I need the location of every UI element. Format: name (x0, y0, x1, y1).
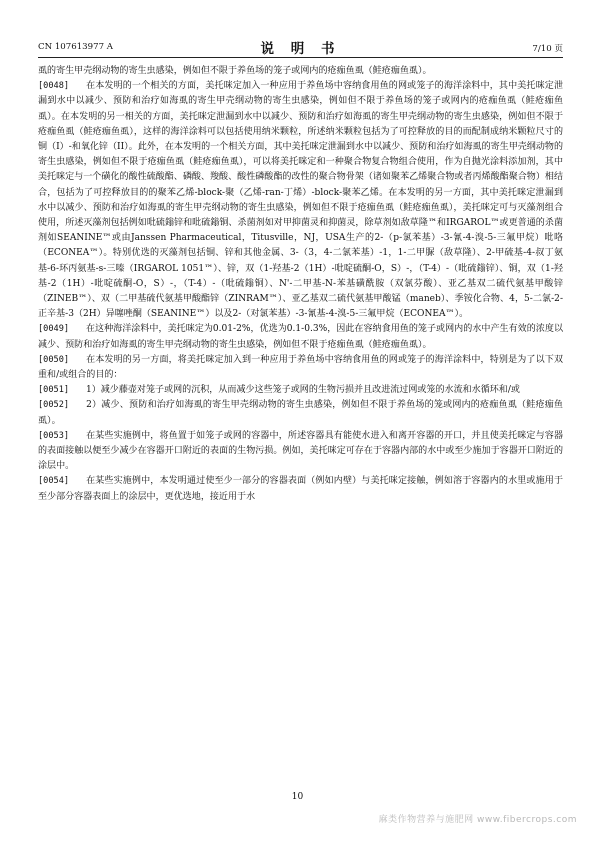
paragraph-number: [0051] (38, 385, 70, 396)
document-body (38, 64, 563, 505)
paragraph-number: [0054] (38, 476, 70, 487)
paragraph-number: [0048] (38, 81, 70, 92)
paragraph-number: [0050] (38, 354, 70, 365)
page-number: 10 (291, 792, 304, 802)
page-indicator: 7/10 页 (532, 44, 563, 54)
header-rule (38, 57, 563, 58)
paragraph-number: [0053] (38, 430, 70, 441)
paragraph-0049 (38, 322, 563, 352)
paragraph-number: [0052] (38, 400, 70, 411)
paragraph-0050 (38, 353, 563, 383)
paragraph-text: 2）减少、预防和治疗如海虱的寄生甲壳纲动物的寄生虫感染，例如但不限于养鱼场的笼或网内的疮痂鱼虱（鲑疮痂鱼虱）。 (38, 400, 563, 426)
paragraph-0051 (38, 383, 563, 398)
paragraph-0048 (38, 79, 563, 322)
watermark: 麻类作物营养与施肥网 www.fibercrops.com (378, 815, 577, 825)
paragraph-text: 在某些实施例中，本发明通过使至少一部分的容器表面（例如内壁）与美托咪定接触，例如溶于容器内的水里或施用于至少部分容器表面上的涂层中，更优选地，接近用于水 (38, 476, 563, 502)
page-header (38, 36, 563, 58)
paragraph-0054 (38, 474, 563, 504)
paragraph-0052 (38, 398, 563, 428)
doc-number: CN 107613977 A (38, 42, 113, 52)
paragraph-text: 在本发明的一个相关的方面，美托咪定加入一种应用于养鱼场中容纳食用鱼的网或笼子的海洋涂料中，其中美托咪定泄漏到水中以减少、预防和治疗如海虱的寄生甲壳纲动物的寄生虫感染，例如但不限于养鱼场的笼子或网内的疮痂鱼虱（鲑疮痂鱼虱）。在本发明的另一相关的方面，美托咪定泄漏到水中以减少、预防和治疗如海虱的寄生甲壳纲动物的寄生虫感染，例如但不限于疮痂鱼虱（鲑疮痂鱼虱），这样的海洋涂料可以包括使用纳米颗粒，所述纳米颗粒包括为了可控释放的目的而配制成纳米颗粒尺寸的铜（I）-和氧化锌（II）。此外，在本发明的一个相关方面，其中美托咪定泄漏到水中以减少、预防和治疗如海虱的寄生甲壳纲动物的寄生虫感染，例如但不限于疮痂鱼虱（鲑疮痂鱼虱），可以将美托咪定和一种聚合物复合物组合使用，作为自抛光涂料添加剂，其中美托咪定与一个磺化的酸性硫酸酯、磷酸、羧酸、酸性磷酸酯的改性的聚合物骨架（诸如聚苯乙烯聚合物或者丙烯酸酯聚合物）相结合，包括为了可控释放目的的聚苯乙烯-block-聚（乙烯-ran-丁烯）-block-聚苯乙烯。在本发明的另一方面，其中美托咪定泄漏到水中以减少、预防和治疗如海虱的寄生甲壳纲动物的寄生虫感染，例如但不限于疮痂鱼虱（鲑疮痂鱼虱），美托咪定可与灭藻剂组合使用，所述灭藻剂包括例如吡硫鎓锌和吡硫鎓铜、杀菌剂如对甲抑菌灵和抑菌灵，除草剂如敌草隆™和IRGAROL™或更普通的杀菌剂如SEANINE™或由Janssen Pharmaceutical，Titusville，NJ，USA生产的2-（p-氯苯基）-3-氰-4-溴-5-三氟甲烷）吡咯（ECONEA™）。特别优选的灭藻剂包括铜、锌和其他金属、3-（3，4-二氯苯基）-1，1-二甲脲（敌草隆）、2-甲硫基-4-叔丁氨基-6-环丙氨基-s-三嗪（IRGAROL 1051™）、锌，双（1-羟基-2（1H）-吡啶硫酮-O，S）-，（T-4）-（吡硫鎓锌）、铜，双（1-羟基-2（1H）-吡啶硫酮-O，S）-，（T-4）-（吡硫鎓铜）、N'-二甲基-N-苯基磺酰胺（双氯芬酸）、亚乙基双二硫代氨基甲酸锌（ZINEB™）、双（二甲基硫代氨基甲酸酯锌（ZINRAM™）、亚乙基双二硫代氨基甲酸锰（maneb）、季铵化合物、4，5-二氯-2-正辛基-3（2H）异噻唑酮（SEANINE™）以及2-（对氯苯基）-3-氰基-4-溴-5-三氟甲烷（ECONEA™）。 (38, 81, 563, 320)
paragraph-text: 在这种海洋涂料中，美托咪定为0.01-2%，优选为0.1-0.3%，因此在容纳食用鱼的笼子或网内的水中产生有效的浓度以减少、预防和治疗如海虱的寄生甲壳纲动物的寄生虫感染，例如但不限于疮痂鱼虱（鲑疮痂鱼虱）。 (38, 324, 563, 350)
paragraph-text: 在某些实施例中，将鱼置于如笼子或网的容器中，所述容器具有能使水进入和离开容器的开口，并且使美托咪定与容器的表面接触以便至少减少在容器开口附近的表面的生物污损。例如，美托咪定可存在于容器内部的水中或至少施加于容器开口附近的涂层中。 (38, 430, 563, 472)
paragraph-text: 在本发明的另一方面，将美托咪定加入到一种应用于养鱼场中容纳食用鱼的网或笼子的海洋涂料中，特别是为了以下双重和/或组合的目的： (38, 354, 563, 381)
paragraph-number: [0049] (38, 324, 70, 335)
doc-title: 说 明 书 (260, 41, 341, 57)
lead-text: 虱的寄生甲壳纲动物的寄生虫感染，例如但不限于养鱼场的笼子或网内的疮痂鱼虱（鲑疮痂鱼虱）。 (38, 66, 432, 76)
paragraph-0053 (38, 429, 563, 475)
paragraph-text: 1）减少藤壶对笼子或网的沉积，从而减少这些笼子或网的生物污损并且改进流过网或笼的水流和水循环和/或 (85, 385, 520, 396)
